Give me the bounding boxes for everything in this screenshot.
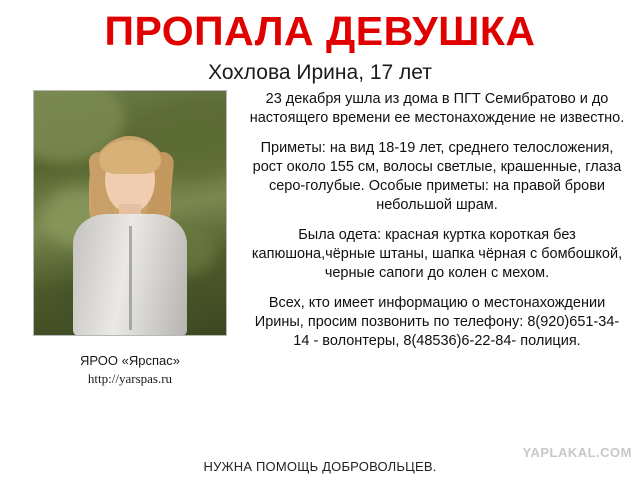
organization-credit — [80, 352, 180, 388]
footer-call-to-action: НУЖНА ПОМОЩЬ ДОБРОВОЛЬЦЕВ. — [203, 459, 437, 474]
site-watermark: YAPLAKAL.COM — [522, 445, 632, 460]
organization-name: ЯРОО «Ярспас» — [80, 353, 180, 368]
description-paragraph: 23 декабря ушла из дома в ПГТ Семибратово и до настоящего времени ее местонахождение не известно. — [249, 91, 625, 126]
person-photo — [33, 90, 227, 336]
jacket-zipper — [129, 226, 132, 330]
person-figure — [55, 130, 205, 335]
description-paragraph: Приметы: на вид 18-19 лет, среднего телосложения, рост около 155 см, волосы светлые, крашенные, глаза серо-голубые. Особые приметы: на правой брови небольшой шрам. — [252, 140, 622, 213]
poster-body — [10, 90, 630, 388]
organization-url[interactable]: http://yarspas.ru — [87, 371, 173, 386]
description-paragraph: Была одета: красная куртка короткая без капюшона,чёрные штаны, шапка чёрная с бомбошкой, черные сапоги до колен с мехом. — [251, 227, 623, 281]
page-title: ПРОПАЛА ДЕВУШКА — [104, 8, 536, 54]
photo-column — [10, 90, 242, 388]
description-column — [242, 90, 630, 362]
hair-front-shape — [99, 140, 161, 174]
contact-paragraph: Всех, кто имеет информацию о местонахождении Ирины, просим позвонить по телефону: 8(920)651-34-14 - волонтеры, 8(48536)6-22-84- полиция. — [254, 295, 620, 349]
person-name-age: Хохлова Ирина, 17 лет — [208, 61, 432, 84]
